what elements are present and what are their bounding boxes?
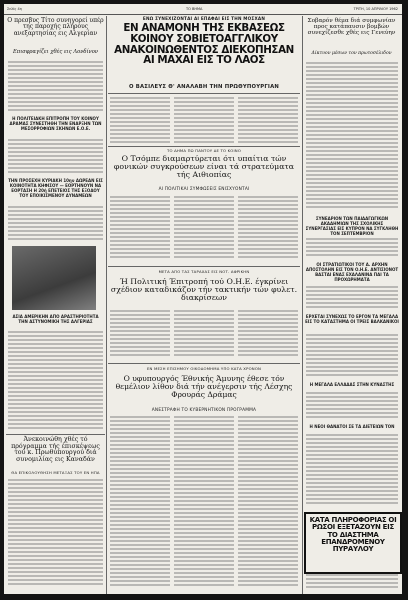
section4-kicker: ΕΝ ΜΕΣΗ ΕΠΙΣΗΜΟΥ ΟΙΚΟΔΟΜΗΜΑ ΥΠΟ ΚΑΤΑ ΧΡΟΝΟΝ [146, 366, 262, 371]
news-photo [12, 246, 96, 310]
newspaper-page [4, 4, 402, 594]
left-brief-2: ΤΗΝ ΠΡΟΣΕΧΗ ΚΥΡΙΑΚΗ 10ην ΔΩΡΕΑΝ ΕΙΣ ΚΟΙΝΟΤΗΤΑ ΚΗΦΙΣΟΥ — ΕΟΡΤΗΝΟΥΝ ΝΑ ΕΟΡΤΑΣΗ Η 20ή ΕΠΕΤΕΙΟΣ ΤΗΣ ΕΞΟΔΟΥ ΤΟΥ ΕΠΟΙΚΙΣΜΕΝΟΥ ΔΥΝΑΜΕΩΝ [8, 178, 103, 198]
article-text [306, 334, 398, 378]
article-text [110, 196, 170, 262]
article-text [8, 206, 103, 242]
section2-headline: Ο Τσόμπε διαμαρτύρεται ότι υπαίτια τών φονικών συγκρούσεων είναι τά στρατεύματα τής Αιθιοπίας [113, 154, 295, 180]
left-top-subheadline: Επισφραγίζει χθές εις Λονδίνον [13, 49, 98, 55]
section3-kicker: ΜΕΤΑ ΑΠΟ ΤΑΣ ΤΑΡΑΧΑΣ ΕΙΣ ΝΟΤ. ΑΦΡΙΚΗΝ [158, 269, 250, 274]
right-top-subheadline: Δίκτυον μέσων τον πρωτοσέλιδον [311, 51, 392, 56]
article-text [238, 310, 298, 358]
article-text [306, 238, 398, 258]
masthead [4, 4, 402, 15]
right-brief-1: ΣΥΝΕΔΡΙΟΝ ΤΩΝ ΠΑΙΔΑΓΩΓΙΚΩΝ ΑΚΑΔΗΜΙΩΝ ΤΗΣ ΣΧΟΛΙΚΗΣ ΣΥΝΕΡΓΑΣΙΑΣ ΕΙΣ ΚΥΠΡΟΝ ΝΑ ΣΥΓΚΛΗΘΗ ΤΟΝ ΣΕΠΤΕΜΒΡΙΟΝ [305, 216, 399, 236]
right-brief-2: ΟΙ ΣΤΡΑΤΙΩΤΙΚΟΙ ΤΟΥ Α. ΑΡΧΗΝ ΑΠΟΣΤΟΛΗΝ ΕΙΣ ΤΟΝ Ο.Η.Ε. ΑΝΤΙΣΙΟΝΟΤ ΒΑΣΤΑΙ ΕΝΑΣ ΕΧΑΛΑΝΙΝΑ ΠΑΙ ΤΑ ΠΡΟΧΩΡΗΜΑΤΑ [305, 262, 399, 282]
section4-subheadline: ΑΝΕΣΤΡΑΦΗ ΤΟ ΚΥΒΕΡΝΗΤΙΚΟΝ ΠΡΟΓΡΑΜΜΑ [151, 408, 257, 413]
article-text [8, 139, 103, 175]
article-text [174, 196, 234, 262]
main-headline: ΕΝ ΑΝΑΜΟΝΗ ΤΗΣ ΕΚΒΑΣΕΩΣ ΚΟΙΝΟΥ ΣΟΒΙΕΤΟΑΓΓΛΙΚΟΥ ΑΝΑΚΟΙΝΩΘΕΝΤΟΣ ΔΙΕΚΟΠΗΣΑΝ ΑΙ ΜΑΧΑΙ ΕΙΣ ΤΟ ΛΑΟΣ [114, 22, 294, 67]
article-text [174, 416, 234, 588]
article-text [306, 286, 398, 310]
right-brief-5: Η ΝΕΟΙ ΘΑΝΑΤΟΙ ΣΕ ΤΑ ΔΙΕΤΕΙΩΝ ΤΟΝ [309, 424, 395, 429]
left-top-headline: Ο πρεσβυς Τίτο συνηγορεί υπέρ της παροχής πλήρους ανεξαρτησίας εις Αλγερίαν [7, 17, 104, 37]
bottom-right-banner [304, 512, 402, 574]
article-text [8, 61, 103, 113]
article-text [110, 97, 170, 145]
newspaper-name: ΤΟ ΒΗΜΑ [186, 7, 203, 11]
article-text [306, 62, 398, 212]
section3-headline: Ή Πολιτική Έπιτροπή τού Ο.Η.Ε. έγκρίνει σχέδιον καταδικάζον τήν τακτικήν τών φυλετ. διακρίσεων [110, 277, 298, 303]
right-brief-4: Η ΜΕΓΑΛΑ ΕΛΛΑΔΑΣ ΣΤΗΝ ΚΥΝΑΣΤΗΣ [309, 382, 395, 387]
banner-headline: ΚΑΤΑ ΠΛΗΡΟΦΟΡΙΑΣ ΟΙ ΡΩΣΟΙ ΕΞΕΤΑΖΟΥΝ ΕΙΣ ΤΟ ΔΙΑΣΤΗΜΑ ΕΠΑΝΔΡΟΜΕΝΟΥ ΠΥΡΑΥΛΟΥ [309, 516, 397, 554]
left-bottom-subheadline: ΘΑ ΕΠΙΚΟΛΟΥΘΗΣΗ ΜΕΤΑΞΑΣ ΤΟΥ ΕΝ ΗΠΑ [11, 470, 100, 475]
page-number: Σελίς 4η [7, 7, 22, 11]
right-top-headline: Σοβαρόν θέμα διά συμφωνίαν προς κατάπαυσιν βομβών συνεχίζεσθε χθές εις Γενεύην [307, 18, 396, 37]
left-bottom-headline: Άνεκοινώθη χθές τό πρόγραμμα τής έπισκέψεως τού κ. Πρωθυπουργού διά συνομιλίας εις Καναδάν [11, 436, 100, 463]
section2-kicker: ΤΟ ΔΗΜΑ ΠΩ ΠΑΝΤΟΥ ΔΕ ΤΟ ΚΟΙΝΟ [166, 148, 242, 153]
article-text [306, 574, 398, 590]
article-text [174, 97, 234, 145]
right-brief-3: ΕΡΧΕΤΑΙ ΣΥΝΕΧΩΣ ΤΟ ΕΡΓΟΝ ΤΑ ΜΕΓΑΛΑ ΕΙΣ ΤΟ ΚΑΤΑΣΤΗΜΑ ΟΙ ΤΡΕΙΣ ΒΑΛΚΑΝΙΚΟΙ [305, 314, 399, 324]
issue-date: ΤΡΙΤΗ, 10 ΑΠΡΙΛΙΟΥ 1962 [353, 7, 398, 11]
left-brief-3: ΑΣΙΑ ΑΜΕΡΙΚΗΝ ΑΠΟ ΑΡΑΣΤΗΡΙΟΤΗΤΑ ΤΗΝ ΑΣΤΥΝΟΜΙΚΗ ΤΗΣ ΑΛΓΕΡΙΑΣ [12, 314, 99, 324]
article-text [8, 479, 103, 589]
main-subheadline: Ο ΒΑΣΙΛΕΥΣ Θ' ΑΝΑΛΑΒΗ ΤΗΝ ΠΡΩΘΥΠΟΥΡΓΙΑΝ [128, 84, 279, 90]
left-brief-1: Η ΠΟΛΙΤΕΙΑΚΗ ΕΠΙΤΡΟΠΗ ΤΟΥ ΚΟΙΝΟΥ ΔΡΑΜΑΣ ΣΥΝΕΣΤΗΘΗ ΤΗΝ ΕΝΑΡΞΗΝ ΤΩΝ ΜΕΣΟΡΡΟΦΙΩΝ ΣΚΗΝΩΝ Ε.Ο.Ε. [9, 116, 102, 131]
article-text [306, 434, 398, 508]
article-text [238, 196, 298, 262]
article-text [8, 331, 103, 431]
article-text [306, 392, 398, 420]
article-text [238, 97, 298, 145]
section4-headline: Ο υφυπουργός Έθνικής Άμυνης έθεσε τόν θεμέλιον λίθον διά τήν ανέγερσιν τής Λέσχης Φρουράς Δράμας [115, 374, 293, 399]
article-text [174, 310, 234, 358]
article-text [110, 310, 170, 358]
article-text [238, 416, 298, 588]
section2-subheadline: ΑΙ ΠΟΛΙΤΙΚΑΙ ΣΥΜΦΩΣΕΙΣ ΕΝΙΣΧΥΟΝΤΑΙ [158, 187, 250, 192]
article-text [110, 416, 170, 588]
top-strap: ΕΝΩ ΣΥΝΕΧΙΖΟΝΤΑΙ ΑΙ ΕΠΑΦΑΙ ΕΙΣ ΤΗΝ ΜΟΣΧΑΝ [142, 16, 266, 21]
